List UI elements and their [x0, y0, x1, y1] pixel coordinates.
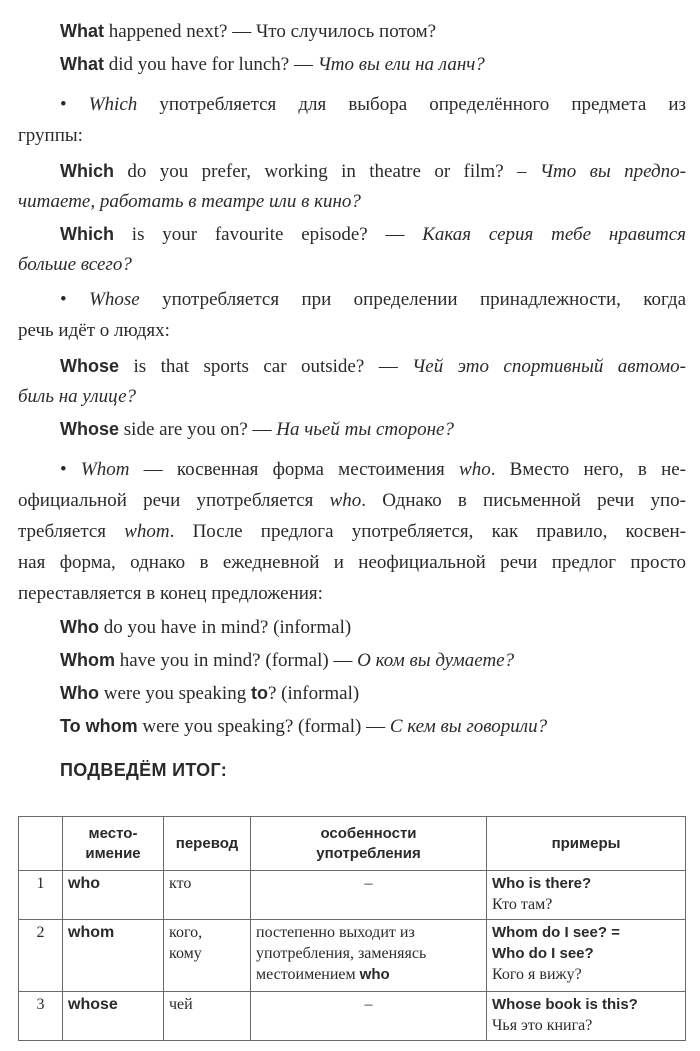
term: who — [459, 459, 491, 480]
header-number — [19, 817, 63, 871]
translation: На чьей ты стороне? — [276, 419, 454, 440]
example-text: is your favourite episode? — — [114, 224, 423, 245]
example-which-1 — [60, 156, 686, 186]
keyword: What — [60, 21, 104, 41]
example-which-2 — [60, 219, 686, 249]
row-translation-text: кого, кому — [169, 924, 203, 962]
translation: Что вы ели на ланч? — [317, 54, 485, 75]
summary-heading: ПОДВЕДЁМ ИТОГ: — [60, 760, 228, 780]
header-translation: перевод — [164, 817, 251, 871]
summary-table — [18, 816, 686, 1041]
row-usage — [251, 920, 487, 992]
example-text: is that sports car outside? — — [119, 356, 413, 377]
whose-rule-line-1 — [60, 285, 686, 315]
bullet-icon: • — [60, 289, 67, 310]
example-en: Whom do I see? = — [492, 924, 620, 941]
example-ru: Чья это книга? — [492, 1017, 593, 1034]
table-row — [19, 920, 686, 992]
example-who-to-informal — [60, 678, 686, 708]
whom-rule-line-4: ная форма, однако в ежедневной и неофициальной речи предлог просто — [18, 552, 686, 573]
row-pronoun: who — [63, 871, 164, 920]
header-usage — [251, 817, 487, 871]
row-usage-bold: who — [359, 966, 390, 983]
whom-rule-line-2 — [18, 486, 686, 516]
row-number: 3 — [19, 992, 63, 1041]
row-examples — [487, 992, 686, 1041]
keyword: Which — [60, 161, 114, 181]
whom-rule-line-5: переставляется в конец предложения: — [18, 583, 323, 604]
which-rule-line-1 — [60, 90, 686, 120]
keyword: Which — [60, 224, 114, 244]
keyword: Which — [88, 94, 138, 115]
which-rule-line-2 — [18, 121, 686, 151]
translation: Какая серия тебе нравится — [422, 224, 686, 245]
rule-text: официальной речи употребляется — [18, 490, 330, 511]
rule-text: употребляется для выбора определённого предмета из — [137, 94, 686, 115]
example-text: have you in mind? (formal) — — [114, 650, 358, 671]
keyword: What — [60, 54, 104, 74]
example-text: side are you on? — — [119, 419, 277, 440]
example-what-1 — [60, 16, 686, 46]
term: whom — [124, 521, 170, 542]
row-examples — [487, 871, 686, 920]
keyword: To whom — [60, 716, 138, 736]
example-ru: Кто там? — [492, 896, 553, 913]
keyword: Whose — [60, 356, 120, 376]
example-text: were you speaking? (formal) — — [137, 716, 390, 737]
row-usage-text: постепенно выходит из употребления, заменяясь местоимением — [256, 924, 427, 983]
header-examples: примеры — [487, 817, 686, 871]
example-whose-1-cont: биль на улице? — [18, 386, 137, 407]
rule-text: употребляется при определении принадлежности, когда — [139, 289, 686, 310]
header-pronoun-text: место- имение — [85, 824, 141, 862]
example-who-informal — [60, 612, 686, 642]
whom-rule-line-1 — [60, 455, 686, 485]
row-usage: – — [251, 871, 487, 920]
row-pronoun: whom — [63, 920, 164, 992]
table-header-row — [19, 817, 686, 871]
example-to-whom-formal — [60, 711, 686, 741]
translation: Что вы предпо- — [539, 161, 686, 182]
bullet-icon: • — [60, 459, 67, 480]
row-translation: кто — [164, 871, 251, 920]
row-number: 1 — [19, 871, 63, 920]
keyword: to — [250, 683, 268, 703]
rule-text: группы: — [18, 125, 83, 146]
example-whose-2 — [60, 414, 686, 444]
row-pronoun: whose — [63, 992, 164, 1041]
rule-text: требляется — [18, 521, 125, 542]
example-text: happened next? — Что случилось потом? — [104, 21, 437, 42]
example-text: do you prefer, working in theatre or film? – — [114, 161, 540, 182]
example-en: Who do I see? — [492, 945, 594, 962]
bullet-icon: • — [60, 94, 67, 115]
keyword: Who — [60, 617, 99, 637]
example-whom-formal — [60, 645, 686, 675]
row-examples — [487, 920, 686, 992]
example-text: were you speaking — [98, 683, 251, 704]
example-text: ? (informal) — [267, 683, 360, 704]
example-which-1-cont: читаете, работать в театре или в кино? — [18, 191, 361, 212]
translation: С кем вы говорили? — [389, 716, 548, 737]
row-usage: – — [251, 992, 487, 1041]
whose-rule-line-2: речь идёт о людях: — [18, 320, 170, 341]
rule-text: — косвенная форма местоимения — [129, 459, 460, 480]
translation: О ком вы думаете? — [357, 650, 515, 671]
rule-text: . Однако в письменной речи упо- — [361, 490, 686, 511]
table-row — [19, 992, 686, 1041]
header-pronoun — [63, 817, 164, 871]
example-text: did you have for lunch? — — [104, 54, 318, 75]
rule-text: . После предлога употребляется, как правило, косвен- — [169, 521, 686, 542]
row-translation — [164, 920, 251, 992]
example-en: Whose book is this? — [492, 996, 638, 1013]
keyword: Whom — [60, 650, 115, 670]
table-row — [19, 871, 686, 920]
keyword: Who — [60, 683, 99, 703]
keyword: Whose — [89, 289, 140, 310]
rule-text: . Вместо него, в не- — [490, 459, 686, 480]
term: who — [329, 490, 362, 511]
translation: Чей это спортивный автомо- — [412, 356, 687, 377]
example-en: Who is there? — [492, 875, 592, 892]
example-ru: Кого я вижу? — [492, 966, 582, 983]
example-what-2 — [60, 49, 686, 79]
row-number: 2 — [19, 920, 63, 992]
header-usage-text: особенности употребления — [316, 824, 421, 862]
row-translation: чей — [164, 992, 251, 1041]
keyword: Whose — [60, 419, 120, 439]
keyword: Whom — [80, 459, 130, 480]
example-whose-1 — [60, 351, 686, 381]
example-text: do you have in mind? (informal) — [98, 617, 352, 638]
example-which-2-cont: больше всего? — [18, 254, 132, 275]
whom-rule-line-3 — [18, 517, 686, 547]
